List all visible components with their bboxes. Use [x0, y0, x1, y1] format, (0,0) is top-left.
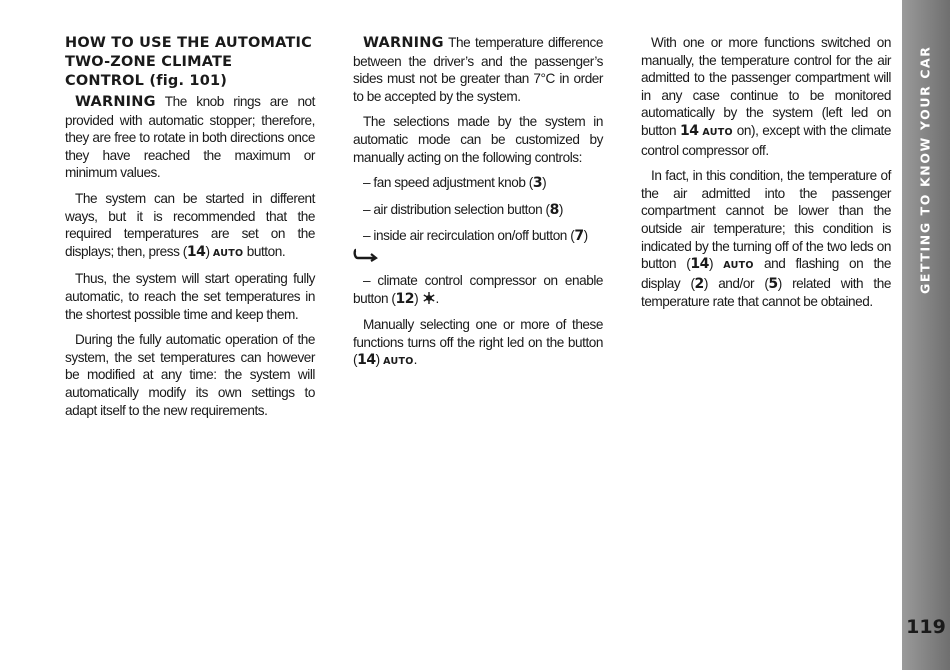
ref-number: 12 — [395, 290, 415, 307]
paragraph-text: . — [413, 352, 417, 368]
warning-text: The knob rings are not provided with automatic stopper; therefore, they are free to rotate in both directions once they have reached the maximum or minimum values. — [65, 94, 315, 181]
item-text: – fan speed adjustment knob ( — [363, 175, 533, 191]
ref-number: 14 — [186, 243, 206, 260]
paragraph-text: and flashing on the display ( — [641, 256, 892, 291]
paragraph-text: With one or more functions switched on manually, the temperature control for the air admitted to the passenger compartment will in any case continue to be monitored automatically by the system (left led on button — [641, 35, 891, 138]
paragraph-text: ) — [708, 256, 724, 272]
warning-text: The temperature difference between the driver’s and the passenger’s sides must not be greater than 7°C in order to be accepted by the system. — [353, 35, 603, 104]
column-1 — [65, 34, 315, 427]
control-item-compressor — [353, 272, 603, 308]
ref-number: 14 — [679, 122, 699, 139]
column-3 — [641, 34, 891, 319]
ref-number: 2 — [694, 275, 704, 292]
paragraph-condition — [641, 167, 891, 311]
warning-label: WARNING — [363, 35, 444, 51]
auto-label: AUTO — [383, 356, 414, 368]
paragraph-functions-manual — [641, 34, 891, 159]
warning-label: WARNING — [75, 94, 156, 110]
recirculation-icon — [353, 248, 379, 262]
item-text: ) — [414, 290, 422, 306]
control-item-recirculation — [353, 227, 603, 262]
item-text: – inside air recirculation on/off button ( — [363, 228, 575, 244]
item-text: ) — [558, 201, 563, 217]
paragraph-text: ) and/or ( — [703, 275, 769, 291]
ref-number: 5 — [768, 275, 778, 292]
paragraph-text: on), except with the climate control compressor off. — [641, 122, 891, 158]
paragraph-text: ) — [375, 352, 384, 368]
paragraph-text: ) related with the temperature rate that cannot be obtained. — [641, 275, 891, 310]
ref-number: 8 — [549, 201, 559, 218]
ref-number: 14 — [357, 352, 376, 369]
section-heading: HOW TO USE THE AUTOMATIC TWO-ZONE CLIMATE CONTROL (fig. 101) — [65, 35, 312, 89]
ref-number: 7 — [574, 228, 584, 245]
ref-number: 14 — [690, 256, 709, 273]
item-text: – climate control compressor on enable button ( — [353, 272, 603, 306]
paragraph-text: The system can be started in different ways, but it is recommended that the required temperatures are set on the displays; then, press ( — [65, 190, 315, 259]
paragraph-manual-selection — [353, 316, 603, 371]
paragraph-text: In fact, in this condition, the temperature of the air admitted into the passenger compartment cannot be lower than the outside air temperature; this condition is indicated by the turning off of the two leds on button ( — [641, 168, 891, 272]
warning-paragraph-1 — [65, 93, 315, 182]
auto-label: AUTO — [702, 126, 733, 138]
item-text: ) — [542, 175, 547, 191]
warning-paragraph-2 — [353, 34, 603, 105]
paragraph-modify-temperatures: During the fully automatic operation of the system, the set temperatures can however be modified at any time: the system will automatically modify its own settings to adapt itself to the new requirements. — [65, 332, 315, 418]
item-text: . — [435, 290, 439, 306]
paragraph-text: ) — [205, 243, 213, 259]
item-text: – air distribution selection button ( — [363, 201, 550, 217]
control-item-air-distribution — [353, 201, 603, 220]
auto-label: AUTO — [212, 247, 244, 259]
paragraph-text: Manually selecting one or more of these functions turns off the right led on the button ( — [353, 317, 603, 368]
side-tab-title: GETTING TO KNOW YOUR CAR — [917, 45, 933, 294]
paragraph-text: button. — [243, 243, 286, 259]
page-number: 119 — [906, 616, 946, 638]
item-text: ) — [583, 228, 588, 244]
column-2 — [353, 34, 603, 379]
snowflake-icon — [422, 291, 436, 305]
paragraph-automatic-operation: Thus, the system will start operating fully automatic, to reach the set temperatures in the shortest possible time and keep them. — [65, 271, 315, 322]
paragraph-customize: The selections made by the system in automatic mode can be customized by manually acting on the following controls: — [353, 114, 603, 165]
control-item-fan-speed — [353, 174, 603, 193]
paragraph-start-system — [65, 190, 315, 262]
ref-number: 3 — [532, 175, 543, 192]
auto-label: AUTO — [723, 260, 754, 272]
